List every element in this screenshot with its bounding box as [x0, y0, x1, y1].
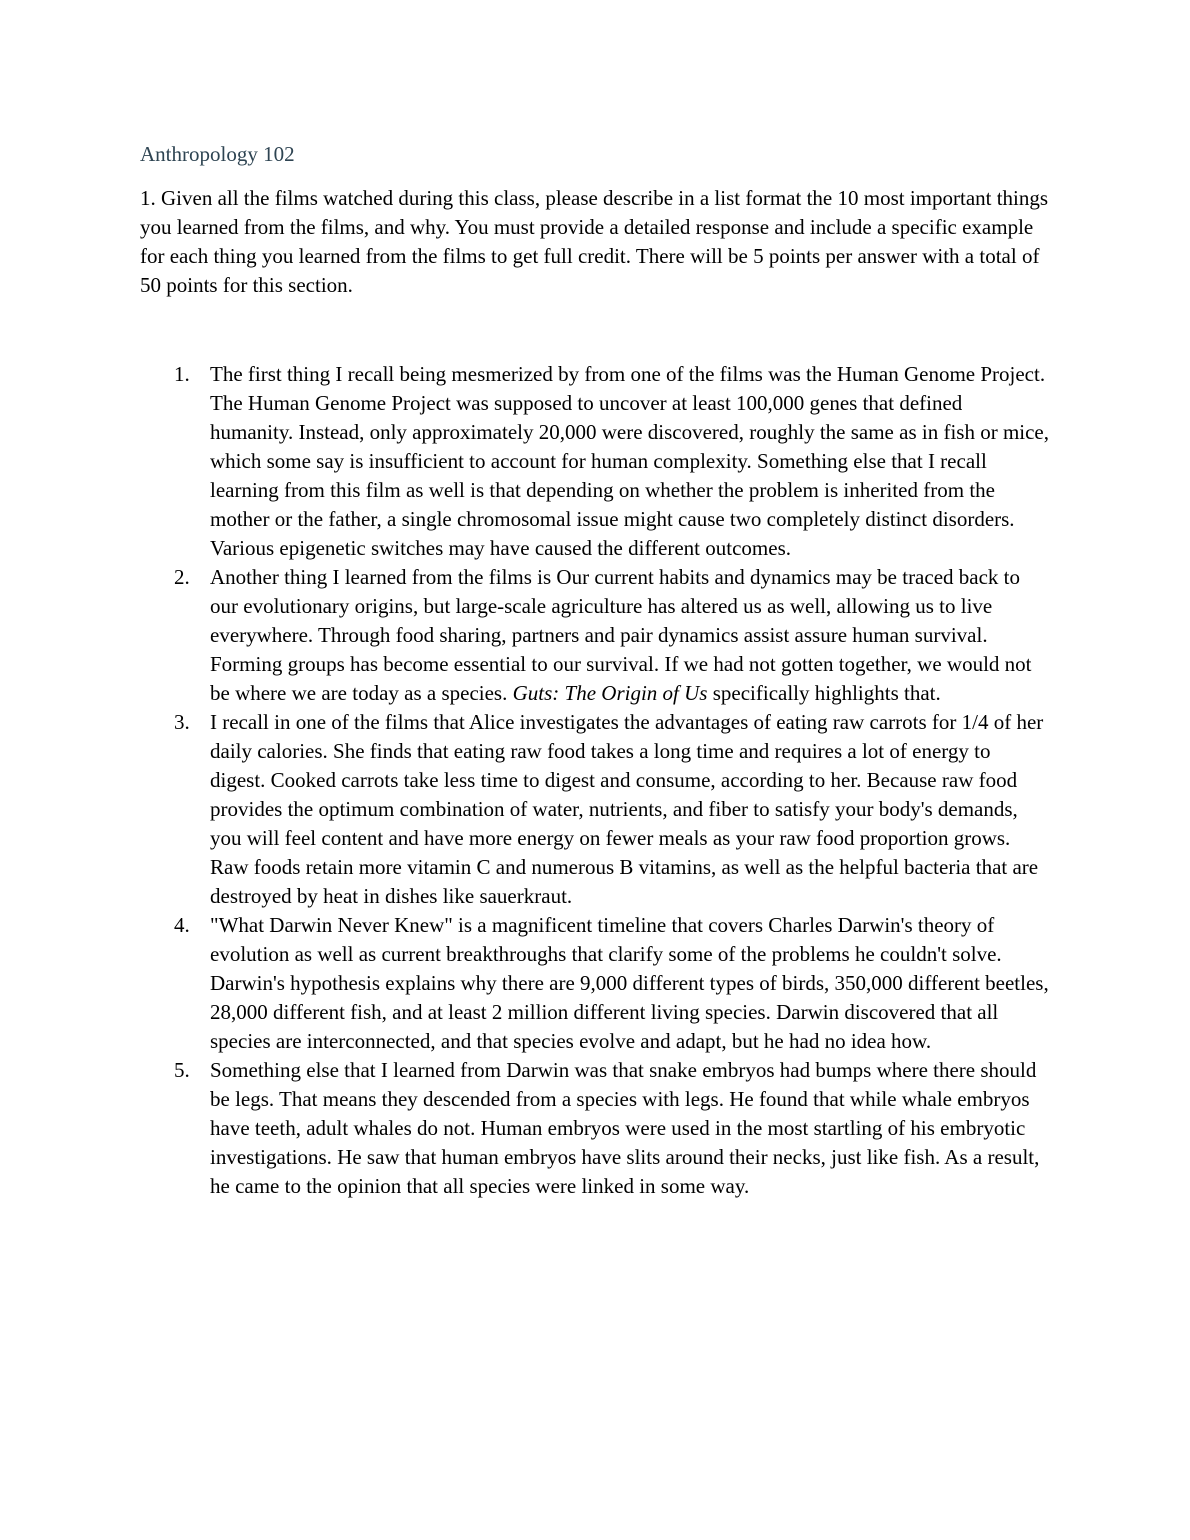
- answer-text-part: Another thing I learned from the films is Our current habits and dynamics may be traced back to our evolutionary origins, but large-scale agriculture has altered us as well, allowing us to live everywhere. Through food sharing, partners and pair dynamics assist assure human survival. Forming groups has become essential to our survival. If we had not gotten together, we would not be where we are today as a species.: [210, 565, 1032, 705]
- answer-text: The first thing I recall being mesmerized by from one of the films was the Human Genome Project. The Human Genome Project was supposed to uncover at least 100,000 genes that defined humanity. Instead, only approximately 20,000 were discovered, roughly the same as in fish or mice, which some say is insufficient to account for human complexity. Something else that I recall learning from this film as well is that depending on whether the problem is inherited from the mother or the father, a single chromosomal issue might cause two completely distinct disorders. Various epigenetic switches may have caused the different outcomes.: [210, 362, 1050, 560]
- answer-number: 5.: [174, 1058, 190, 1082]
- answer-item-3: [140, 708, 1050, 911]
- answer-item-5: [140, 1056, 1050, 1201]
- answer-number: 4.: [174, 913, 190, 937]
- answer-number: 1.: [174, 362, 190, 386]
- answer-text: "What Darwin Never Knew" is a magnificent timeline that covers Charles Darwin's theory of evolution as well as current breakthroughs that clarify some of the problems he couldn't solve. Darwin's hypothesis explains why there are 9,000 different types of birds, 350,000 different beetles, 28,000 different fish, and at least 2 million different living species. Darwin discovered that all species are interconnected, and that species evolve and adapt, but he had no idea how.: [210, 913, 1049, 1053]
- answer-number: 3.: [174, 710, 190, 734]
- film-title: Guts: The Origin of Us: [512, 681, 708, 705]
- answer-text: I recall in one of the films that Alice investigates the advantages of eating raw carrots for 1/4 of her daily calories. She finds that eating raw food takes a long time and requires a lot of energy to digest. Cooked carrots take less time to digest and consume, according to her. Because raw food provides the optimum combination of water, nutrients, and fiber to satisfy your body's demands, you will feel content and have more energy on fewer meals as your raw food proportion grows. Raw foods retain more vitamin C and numerous B vitamins, as well as the helpful bacteria that are destroyed by heat in dishes like sauerkraut.: [210, 710, 1044, 908]
- answer-text-part: specifically highlights that.: [707, 681, 941, 705]
- answer-text: Something else that I learned from Darwin was that snake embryos had bumps where there should be legs. That means they descended from a species with legs. He found that while whale embryos have teeth, adult whales do not. Human embryos were used in the most startling of his embryotic investigations. He saw that human embryos have slits around their necks, just like fish. As a result, he came to the opinion that all species were linked in some way.: [210, 1058, 1040, 1198]
- answer-item-2: [140, 563, 1050, 708]
- question-prompt: 1. Given all the films watched during this class, please describe in a list format the 10 most important things you learned from the films, and why. You must provide a detailed response and include a specific example for each thing you learned from the films to get full credit. There will be 5 points per answer with a total of 50 points for this section.: [140, 186, 1049, 297]
- document-heading: Anthropology 102: [140, 142, 295, 166]
- answer-item-1: [140, 360, 1050, 563]
- answer-number: 2.: [174, 565, 190, 589]
- answer-text: [210, 565, 1032, 705]
- answer-list: [140, 360, 1050, 1201]
- answer-item-4: [140, 911, 1050, 1056]
